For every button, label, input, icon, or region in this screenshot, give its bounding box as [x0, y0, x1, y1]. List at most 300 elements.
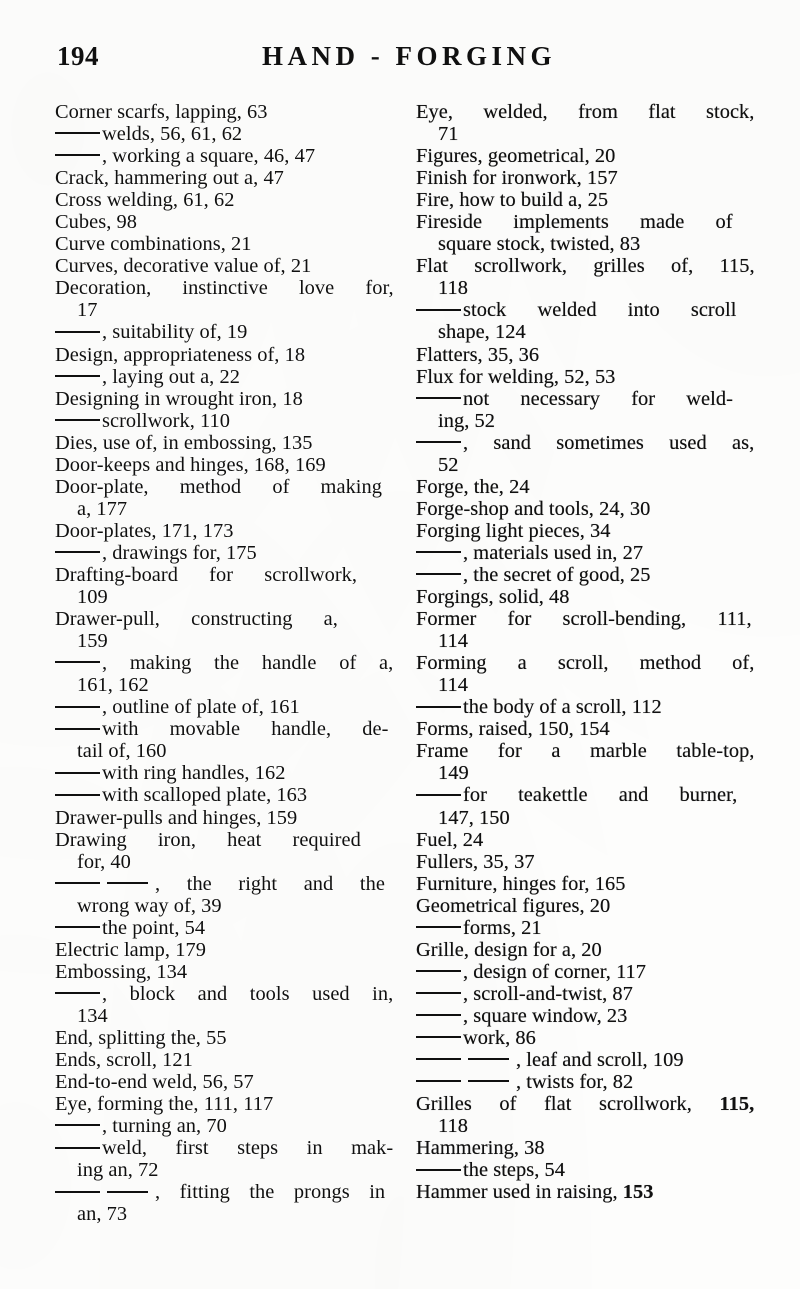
index-entry: [416, 542, 753, 564]
index-line: [55, 1093, 392, 1115]
index-column-left: [55, 101, 392, 1225]
index-entry-text: , suitability of, 19: [102, 321, 248, 344]
index-line: [416, 366, 753, 388]
repeat-headword-dash: [416, 1014, 461, 1016]
index-line: [416, 1027, 753, 1049]
index-entry-text: the body of a scroll, 112: [463, 696, 662, 719]
index-entry-text: ing an, 72: [77, 1159, 159, 1182]
index-line: [416, 233, 753, 255]
index-line: [55, 895, 392, 917]
index-line: [55, 784, 392, 806]
index-entry: [416, 873, 753, 895]
index-entry: [55, 939, 392, 961]
index-line: [55, 873, 392, 895]
index-line: [416, 101, 753, 123]
index-entry-text: Forgings, solid, 48: [416, 586, 570, 609]
index-line: [55, 255, 392, 277]
index-entry: [416, 718, 753, 740]
index-entry-text: wrong way of, 39: [77, 894, 222, 917]
index-line: [55, 983, 392, 1005]
index-line: [416, 740, 753, 762]
index-entry-text: square stock, twisted, 83: [438, 233, 641, 256]
index-entry-text: 114: [438, 674, 468, 697]
index-entry-text: Designing in wrought iron, 18: [55, 387, 303, 410]
repeat-headword-dash: [55, 551, 100, 553]
index-entry: [55, 189, 392, 211]
index-entry: [55, 983, 392, 1027]
index-entry: [55, 564, 392, 608]
repeat-headword-dash: [55, 772, 100, 774]
index-entry-text: ing, 52: [438, 409, 495, 432]
repeat-headword-dash: [55, 794, 100, 796]
index-line: [55, 608, 392, 630]
page-number: 194: [57, 41, 99, 71]
index-line: [416, 476, 753, 498]
index-entry: [416, 255, 753, 299]
index-entry: [416, 1181, 753, 1203]
index-entry: [55, 255, 392, 277]
index-entry-text: End, splitting the, 55: [55, 1026, 227, 1049]
index-entry: [55, 388, 392, 410]
index-entry: [55, 123, 392, 145]
index-line: [55, 807, 392, 829]
index-entry-text: Curves, decorative value of, 21: [55, 255, 312, 278]
index-line: [416, 652, 753, 674]
index-line: [55, 476, 392, 498]
index-entry: [416, 961, 753, 983]
index-line: [55, 410, 392, 432]
index-line: [55, 652, 392, 674]
index-line: [55, 1137, 392, 1159]
index-line: [416, 145, 753, 167]
repeat-headword-dash: [55, 728, 100, 730]
index-entry: [416, 520, 753, 542]
index-entry-text: 17: [77, 299, 98, 322]
index-entry: [416, 299, 753, 343]
repeat-headword-dash: [416, 397, 461, 399]
index-entry-text: Ends, scroll, 121: [55, 1049, 193, 1072]
index-entry: [416, 167, 753, 189]
index-line: [416, 807, 753, 829]
index-entry-text: Door-plate, method of making: [55, 475, 383, 498]
index-entry-text: 118: [438, 277, 468, 300]
index-line: [55, 829, 392, 851]
repeat-headword-dash: [107, 882, 148, 884]
index-entry: [55, 961, 392, 983]
index-entry-text: welds, 56, 61, 62: [102, 123, 243, 146]
repeat-headword-dash: [468, 1080, 509, 1082]
index-entry-text: with movable handle, de-: [102, 718, 389, 741]
index-entry-text: , leaf and scroll, 109: [516, 1049, 684, 1072]
index-entry-text: Dies, use of, in embossing, 135: [55, 431, 313, 454]
index-entry: [55, 784, 392, 806]
index-entry-text: 71: [438, 123, 459, 146]
repeat-headword-dash: [55, 882, 100, 884]
index-entry: [55, 1137, 392, 1181]
index-entry: [416, 652, 753, 696]
repeat-headword-dash: [416, 706, 461, 708]
index-entry: [55, 101, 392, 123]
index-entry: [55, 1049, 392, 1071]
index-entry: [416, 740, 753, 784]
index-entry-text: 159: [77, 630, 108, 653]
index-line: [416, 564, 753, 586]
index-line: [55, 145, 392, 167]
index-entry: [416, 917, 753, 939]
index-entry: [416, 344, 753, 366]
repeat-headword-dash: [55, 331, 100, 333]
index-line: [55, 344, 392, 366]
index-entry-text: Hammer used in raising,: [416, 1181, 623, 1204]
repeat-headword-dash: [416, 794, 461, 796]
index-entry-text: tail of, 160: [77, 740, 167, 763]
index-entry-text: not necessary for weld-: [463, 387, 733, 410]
index-entry-text: Eye, welded, from flat stock,: [416, 101, 755, 123]
index-line: [55, 1027, 392, 1049]
index-line: [416, 939, 753, 961]
index-line: [55, 740, 392, 762]
repeat-headword-dash: [55, 661, 100, 663]
index-entry-text: work, 86: [463, 1026, 536, 1049]
index-entry-text: forms, 21: [463, 916, 542, 939]
repeat-headword-dash: [416, 1169, 461, 1171]
index-line: [55, 1071, 392, 1093]
index-line: [55, 299, 392, 321]
index-line: [55, 564, 392, 586]
repeat-headword-dash: [468, 1058, 509, 1060]
index-entry: [416, 1005, 753, 1027]
index-line: [416, 762, 753, 784]
repeat-headword-dash: [55, 419, 100, 421]
repeat-headword-dash: [55, 706, 100, 708]
index-entry: [416, 983, 753, 1005]
index-entry: [55, 321, 392, 343]
index-line: [416, 586, 753, 608]
index-line: [416, 255, 753, 277]
index-entry-text: Door-keeps and hinges, 168, 169: [55, 453, 326, 476]
index-entry-text: Forms, raised, 150, 154: [416, 718, 610, 741]
index-entry-text: , square window, 23: [463, 1004, 628, 1027]
repeat-headword-dash: [416, 551, 461, 553]
index-entry: [55, 410, 392, 432]
index-entry: [55, 1115, 392, 1137]
index-entry-text: Design, appropriateness of, 18: [55, 343, 306, 366]
index-entry-text: for, 40: [77, 850, 131, 873]
index-line: [416, 410, 753, 432]
index-line: [55, 388, 392, 410]
index-page-reference: 115,: [719, 1093, 755, 1116]
index-entry: [416, 101, 753, 145]
running-head-title: HAND - FORGING: [262, 41, 556, 71]
index-entry: [55, 652, 392, 696]
index-entry-text: , twists for, 82: [516, 1071, 634, 1094]
index-line: [416, 520, 753, 542]
index-line: [416, 1071, 753, 1093]
index-entry-text: Forging light pieces, 34: [416, 519, 611, 542]
index-line: [55, 1115, 392, 1137]
index-entry-text: Drawing iron, heat required: [55, 828, 361, 851]
index-line: [55, 1203, 392, 1225]
index-line: [55, 123, 392, 145]
repeat-headword-dash: [55, 926, 100, 928]
index-line: [55, 586, 392, 608]
index-entry-text: , sand sometimes used as,: [463, 431, 755, 454]
index-line: [416, 674, 753, 696]
index-entry-text: Grilles of flat scrollwork,: [416, 1093, 720, 1116]
index-line: [55, 961, 392, 983]
index-line: [416, 388, 753, 410]
index-entry-text: 147, 150: [438, 806, 510, 829]
index-entry: [55, 542, 392, 564]
index-line: [416, 983, 753, 1005]
index-line: [416, 498, 753, 520]
index-entry-text: Geometrical figures, 20: [416, 894, 611, 917]
index-entry-text: 109: [77, 586, 108, 609]
index-line: [416, 454, 753, 476]
index-entry: [55, 696, 392, 718]
index-entry: [55, 454, 392, 476]
index-entry: [55, 233, 392, 255]
index-entry-text: , block and tools used in,: [102, 982, 394, 1005]
index-line: [55, 432, 392, 454]
index-line: [55, 630, 392, 652]
index-entry-text: Forming a scroll, method of,: [416, 652, 755, 675]
index-entry: [416, 608, 753, 652]
index-line: [55, 1181, 392, 1203]
repeat-headword-dash: [416, 309, 461, 311]
index-entry-text: Fire, how to build a, 25: [416, 189, 609, 212]
index-entry-text: 149: [438, 762, 469, 785]
index-entry: [416, 366, 753, 388]
index-entry: [416, 498, 753, 520]
index-entry: [416, 586, 753, 608]
index-entry: [416, 696, 753, 718]
repeat-headword-dash: [416, 970, 461, 972]
repeat-headword-dash: [55, 1191, 100, 1193]
index-entry: [416, 1093, 753, 1137]
index-entry-text: Curve combinations, 21: [55, 233, 252, 256]
index-entry: [416, 1159, 753, 1181]
index-entry-text: Former for scroll-bending, 111,: [416, 608, 752, 631]
running-header: [0, 36, 800, 76]
index-entry-text: Electric lamp, 179: [55, 938, 206, 961]
index-line: [55, 277, 392, 299]
index-entry-text: 52: [438, 453, 459, 476]
repeat-headword-dash: [416, 926, 461, 928]
index-entry: [55, 762, 392, 784]
index-line: [416, 123, 753, 145]
index-line: [416, 630, 753, 652]
index-line: [55, 851, 392, 873]
index-entry-text: the point, 54: [102, 916, 206, 939]
index-line: [416, 1093, 753, 1115]
index-entry-text: , the secret of good, 25: [463, 563, 651, 586]
index-entry-text: stock welded into scroll: [463, 299, 737, 322]
index-entry-text: scrollwork, 110: [102, 409, 230, 432]
index-entry: [416, 1049, 753, 1071]
index-entry-text: Flatters, 35, 36: [416, 343, 540, 366]
index-line: [416, 1181, 753, 1203]
index-entry-text: Flat scrollwork, grilles of, 115,: [416, 255, 755, 278]
index-line: [416, 1005, 753, 1027]
repeat-headword-dash: [416, 992, 461, 994]
index-line: [55, 167, 392, 189]
index-entry: [55, 608, 392, 652]
index-entry-text: Decoration, instinctive love for,: [55, 277, 394, 300]
index-entry-text: , laying out a, 22: [102, 365, 240, 388]
index-line: [416, 829, 753, 851]
index-line: [55, 718, 392, 740]
index-entry-text: with scalloped plate, 163: [102, 784, 308, 807]
index-line: [416, 917, 753, 939]
index-entry-text: , outline of plate of, 161: [102, 696, 300, 719]
index-entry: [55, 211, 392, 233]
index-entry: [55, 344, 392, 366]
index-entry: [55, 476, 392, 520]
index-line: [55, 520, 392, 542]
index-line: [416, 211, 753, 233]
index-entry-text: Drawer-pull, constructing a,: [55, 608, 338, 631]
index-entry: [416, 432, 753, 476]
index-entry: [55, 873, 392, 917]
index-line: [55, 917, 392, 939]
index-line: [416, 321, 753, 343]
index-entry: [416, 1071, 753, 1093]
index-column-right: [416, 101, 753, 1203]
index-entry: [55, 167, 392, 189]
index-entry-text: , making the handle of a,: [102, 652, 394, 675]
index-line: [416, 873, 753, 895]
index-line: [416, 1115, 753, 1137]
index-entry: [55, 1027, 392, 1049]
index-entry-text: Frame for a marble table-top,: [416, 740, 755, 763]
index-entry-text: an, 73: [77, 1203, 128, 1226]
index-entry-text: , drawings for, 175: [102, 541, 257, 564]
index-line: [416, 344, 753, 366]
index-entry-text: weld, first steps in mak-: [102, 1137, 394, 1160]
index-line: [55, 454, 392, 476]
repeat-headword-dash: [416, 441, 461, 443]
index-line: [416, 542, 753, 564]
index-entry-text: Grille, design for a, 20: [416, 938, 602, 961]
index-entry: [416, 211, 753, 255]
index-entry-text: , the right and the: [155, 872, 385, 895]
index-entry: [55, 520, 392, 542]
index-entry-text: , turning an, 70: [102, 1115, 227, 1138]
index-entry: [55, 807, 392, 829]
index-entry: [416, 476, 753, 498]
index-line: [55, 696, 392, 718]
repeat-headword-dash: [416, 1080, 461, 1082]
index-line: [416, 299, 753, 321]
index-entry-text: shape, 124: [438, 321, 526, 344]
index-line: [55, 233, 392, 255]
index-entry-text: Door-plates, 171, 173: [55, 519, 234, 542]
index-entry-text: Fireside implements made of: [416, 211, 733, 234]
index-entry-text: Eye, forming the, 111, 117: [55, 1093, 274, 1116]
index-line: [416, 608, 753, 630]
index-entry: [55, 432, 392, 454]
repeat-headword-dash: [416, 1036, 461, 1038]
index-line: [416, 718, 753, 740]
index-line: [55, 674, 392, 696]
index-entry-text: 114: [438, 630, 468, 653]
index-line: [416, 167, 753, 189]
index-line: [416, 1137, 753, 1159]
index-page-reference: 153: [622, 1181, 654, 1204]
index-entry-text: with ring handles, 162: [102, 762, 286, 785]
index-entry: [55, 1071, 392, 1093]
index-line: [416, 784, 753, 806]
index-line: [55, 321, 392, 343]
index-entry: [416, 388, 753, 432]
index-entry-text: Forge-shop and tools, 24, 30: [416, 497, 651, 520]
repeat-headword-dash: [416, 573, 461, 575]
index-entry-text: , working a square, 46, 47: [102, 145, 316, 168]
index-entry-text: Hammering, 38: [416, 1137, 545, 1160]
index-entry: [55, 1093, 392, 1115]
index-line: [55, 366, 392, 388]
repeat-headword-dash: [55, 1124, 100, 1126]
repeat-headword-dash: [55, 154, 100, 156]
index-line: [55, 542, 392, 564]
index-line: [55, 101, 392, 123]
index-line: [55, 1049, 392, 1071]
index-entry: [55, 277, 392, 321]
index-entry-text: , design of corner, 117: [463, 960, 647, 983]
index-line: [416, 432, 753, 454]
repeat-headword-dash: [107, 1191, 148, 1193]
index-entry-text: Cubes, 98: [55, 211, 138, 234]
index-entry-text: Fuel, 24: [416, 828, 484, 851]
index-line: [55, 1159, 392, 1181]
index-line: [55, 211, 392, 233]
index-entry-text: for teakettle and burner,: [463, 784, 738, 807]
index-entry-text: Forge, the, 24: [416, 475, 530, 498]
index-entry: [416, 895, 753, 917]
index-entry: [416, 829, 753, 851]
index-entry: [55, 917, 392, 939]
index-entry: [416, 189, 753, 211]
index-entry: [416, 564, 753, 586]
index-entry-text: Figures, geometrical, 20: [416, 145, 616, 168]
index-entry: [416, 939, 753, 961]
index-entry-text: Flux for welding, 52, 53: [416, 365, 616, 388]
index-entry-text: 118: [438, 1115, 468, 1138]
repeat-headword-dash: [55, 1147, 100, 1149]
index-entry-text: a, 177: [77, 497, 128, 520]
index-line: [55, 1005, 392, 1027]
repeat-headword-dash: [55, 132, 100, 134]
repeat-headword-dash: [55, 992, 100, 994]
index-line: [416, 189, 753, 211]
index-entry-text: Crack, hammering out a, 47: [55, 167, 284, 190]
index-line: [416, 1159, 753, 1181]
index-entry-text: Drawer-pulls and hinges, 159: [55, 806, 298, 829]
index-line: [416, 961, 753, 983]
index-entry: [416, 1027, 753, 1049]
index-entry: [55, 145, 392, 167]
index-line: [416, 895, 753, 917]
index-entry-text: , scroll-and-twist, 87: [463, 982, 633, 1005]
index-line: [416, 851, 753, 873]
index-line: [55, 762, 392, 784]
index-entry-text: , materials used in, 27: [463, 541, 644, 564]
index-line: [55, 189, 392, 211]
repeat-headword-dash: [55, 375, 100, 377]
index-entry-text: Corner scarfs, lapping, 63: [55, 101, 268, 123]
index-line: [416, 277, 753, 299]
